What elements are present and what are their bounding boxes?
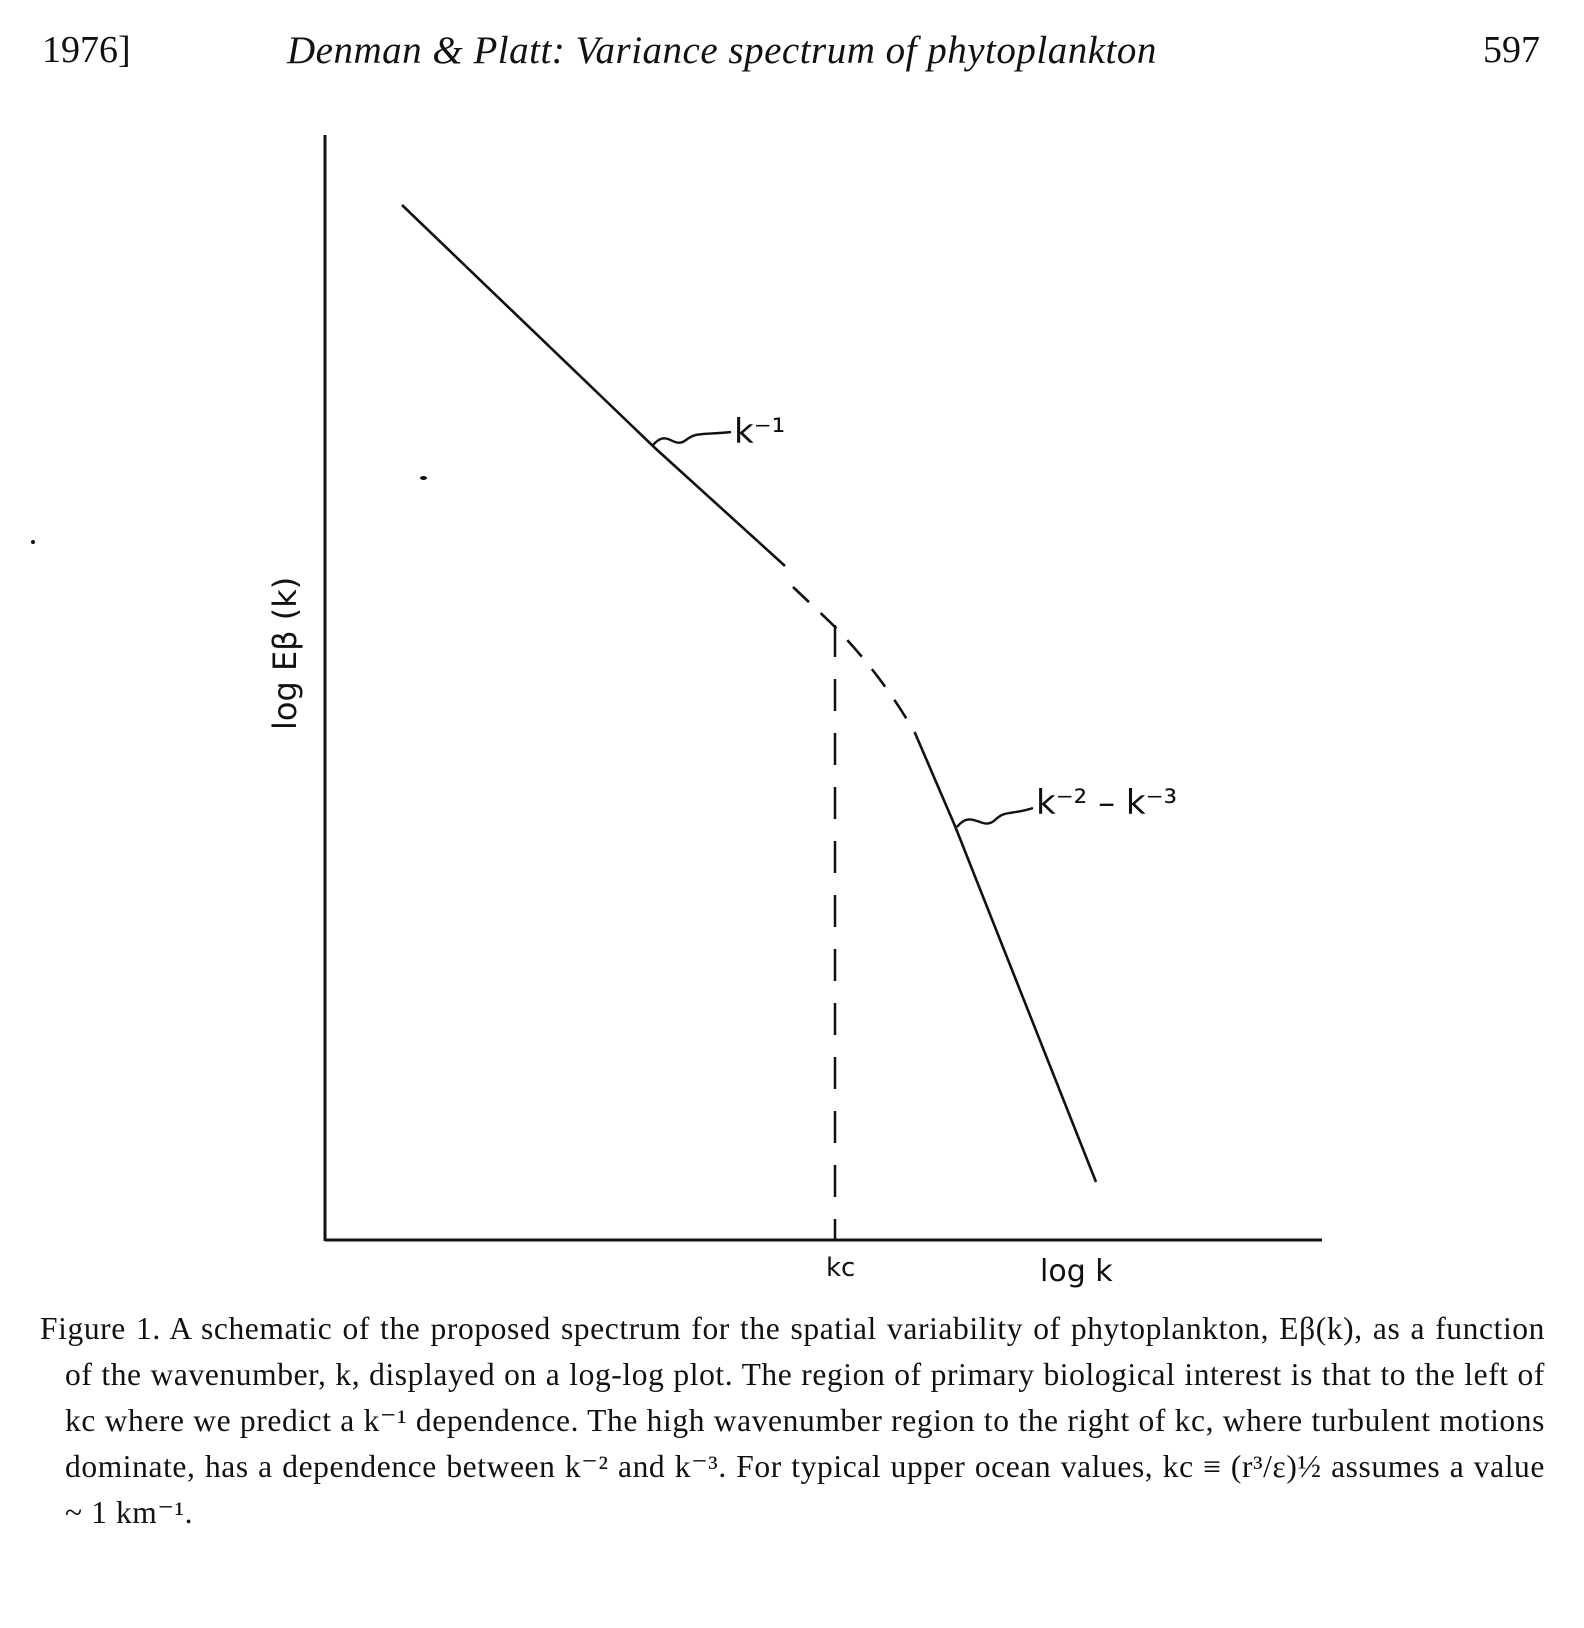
caption-text: A schematic of the proposed spectrum for the spatial variability of phytoplankton, Eβ(k), as a function of the wavenumber, k, displayed on a log-log plot. The region of primary biological interest is that to the left of kc where we predict a k⁻¹ dependence. The high wavenumber region to the right of kc, where turbulent motions dominate, has a dependence between k⁻² and k⁻³. For typical upper ocean values, kc ≡ (r³/ε)½ assumes a value ~ 1 km⁻¹. <box>65 1311 1545 1530</box>
x-axis-label: log k <box>1040 1254 1113 1289</box>
k-2-3-label-leader <box>957 808 1033 827</box>
scan-speck <box>420 476 427 480</box>
kc-tick-label: kc <box>826 1253 856 1283</box>
header-running-title: Denman & Platt: Variance spectrum of phytoplankton <box>287 29 1157 72</box>
y-axis-label: log Eβ (k) <box>266 576 304 730</box>
slope-label-k-2-k-3: k⁻² – k⁻³ <box>1036 783 1178 823</box>
scan-speck <box>31 540 35 544</box>
spectrum-transition-dashed <box>793 587 915 733</box>
figure-caption <box>40 1306 1545 1536</box>
caption-label: Figure 1. <box>40 1311 161 1346</box>
header-year: 1976] <box>42 29 131 71</box>
slope-label-k-1: k⁻¹ <box>734 412 786 452</box>
k-1-label-leader <box>653 432 731 445</box>
header-page-number: 597 <box>1483 29 1540 71</box>
spectrum-line-k-1 <box>402 205 785 566</box>
